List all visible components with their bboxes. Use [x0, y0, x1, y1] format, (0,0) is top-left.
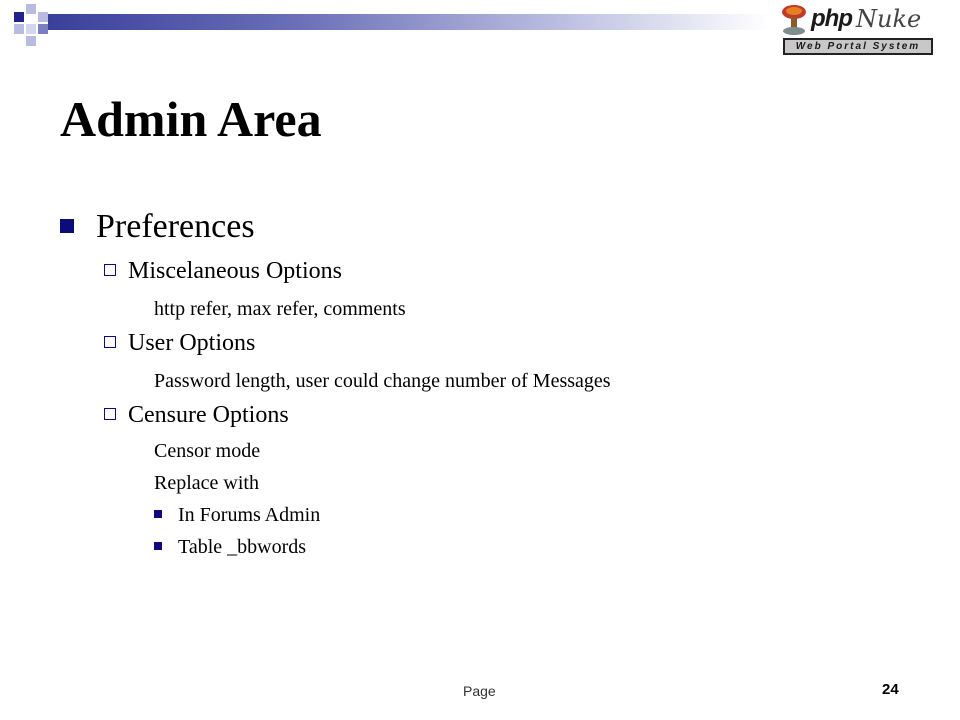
logo-tagline-bar	[783, 38, 933, 55]
bullet-level4	[154, 536, 306, 559]
small-square-bullet-icon	[154, 510, 162, 518]
corner-square	[26, 24, 36, 34]
corner-decoration	[0, 0, 80, 60]
hollow-square-bullet-icon	[104, 336, 116, 348]
logo-php-text: php	[811, 5, 852, 32]
header-gradient-bar	[48, 14, 770, 30]
corner-square	[38, 12, 48, 22]
corner-square	[14, 24, 24, 34]
square-bullet-icon	[60, 219, 74, 233]
bullet-note: http refer, max refer, comments	[154, 298, 406, 320]
bullet-text: Table _bbwords	[178, 536, 307, 558]
bullet-level2	[104, 330, 255, 357]
bullet-text: Preferences	[96, 208, 255, 245]
bullet-note: Censor mode	[154, 440, 261, 462]
bullet-text: Miscelaneous Options	[128, 258, 342, 284]
bullet-text: User Options	[128, 330, 256, 356]
corner-square	[14, 12, 24, 22]
logo-tagline: Web Portal System	[795, 41, 921, 52]
bullet-level2	[104, 402, 289, 429]
corner-square	[26, 36, 36, 46]
phpnuke-logo	[777, 2, 937, 58]
logo-wordmark	[795, 4, 935, 34]
bullet-note: Replace with	[154, 472, 259, 494]
bullet-text: In Forums Admin	[178, 504, 321, 526]
slide-title: Admin Area	[60, 91, 322, 147]
bullet-level4	[154, 504, 320, 527]
footer-page-label: Page	[463, 683, 496, 699]
bullet-level2	[104, 258, 342, 285]
footer-page-number: 24	[882, 681, 899, 698]
corner-square	[26, 4, 36, 14]
hollow-square-bullet-icon	[104, 408, 116, 420]
hollow-square-bullet-icon	[104, 264, 116, 276]
bullet-level1	[60, 208, 255, 246]
bullet-note: Password length, user could change number of Messages	[154, 370, 611, 392]
corner-square	[38, 24, 48, 34]
logo-nuke-text: Nuke	[855, 5, 922, 33]
small-square-bullet-icon	[154, 542, 162, 550]
bullet-text: Censure Options	[128, 402, 289, 428]
